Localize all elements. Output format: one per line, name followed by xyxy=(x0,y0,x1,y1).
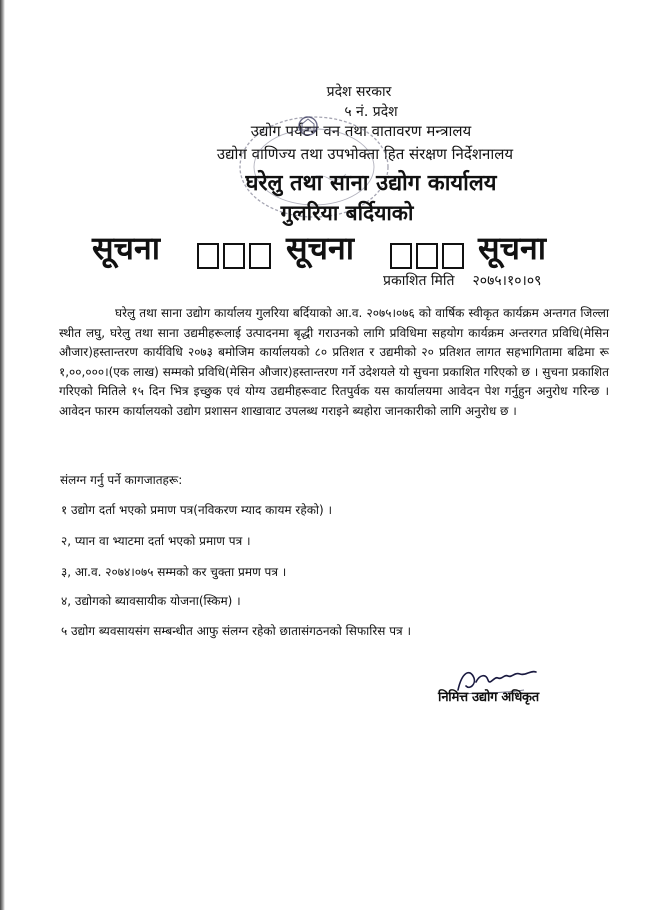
banner-squares-1 xyxy=(195,236,273,274)
notice-body-text: घरेलु तथा साना उद्योग कार्यालय गुलरिया बर्दियाको आ.व. २०७५।०७६ को वार्षिक स्वीकृत कार्यक्रम अन्तगत जिल्ला स्थीत लघु, घरेलु तथा साना उद्यमीहरूलाई उत्पादनमा बृद्धी गराउनको लागि प्रविधिमा सहयोग कार्यक्रम अन्तरगत प्रविधि(मेसिन औजार)हस्तान्तरण कार्यविधि २०७३ बमोजिम कार्यालयको ८० प्रतिशत र उद्यमीको २० प्रतिशत लागत सहभागितामा बढिमा रू १,००,०००।(एक लाख) सम्मको प्रविधि(मेसिन औजार)हस्तान्तरण गर्ने उदेशयले यो सुचना प्रकाशित गरिएको छ । सुचना प्रकाशित गरिएको मितिले १५ दिन भित्र इच्छुक एवं योग्य उद्यमीहरूवाट रितपुर्वक यस कार्यालयमा आवेदन पेश गर्नुहुन अनुरोध गरिन्छ । आवेदन फारम कार्यालयको उद्योग प्रशासन शाखावाट उपलब्ध गराइने ब्यहोरा जानकारीको लागि अनुरोध छ । xyxy=(59,306,609,418)
published-date-label: प्रकाशित मिति xyxy=(383,273,455,289)
banner-word-3: सूचना xyxy=(478,229,547,267)
scan-edge xyxy=(0,0,5,910)
seal-emblem-icon xyxy=(299,117,317,135)
notice-banner xyxy=(92,226,562,272)
signatory-title: निमित्त उद्योग अधिकृत xyxy=(438,690,539,705)
notice-body-paragraph xyxy=(59,304,609,421)
header-line-province-number: ५ नं. प्रदेश xyxy=(344,104,398,120)
header-line-province-government: प्रदेश सरकार xyxy=(326,84,392,100)
office-location: गुलरिया बर्दियाको xyxy=(280,201,414,225)
published-date-value: २०७५।१०।०९ xyxy=(472,273,542,289)
attachment-item: ३, आ.व. २०७४।०७५ सम्मको कर चुक्ता प्रमण पत्र । xyxy=(61,565,287,579)
banner-squares-2 xyxy=(388,236,466,274)
banner-word-2: सूचना xyxy=(286,229,355,267)
header-line-directorate: उद्योग वाणिज्य तथा उपभोक्ता हित संरक्षण निर्देशनालय xyxy=(216,145,514,163)
banner-word-1: सूचना xyxy=(92,229,161,267)
published-date-row xyxy=(383,271,541,290)
office-title: घरेलु तथा साना उद्योग कार्यालय xyxy=(245,171,497,196)
attachment-item: २, प्यान वा भ्याटमा दर्ता भएको प्रमाण पत्र । xyxy=(61,534,251,548)
attachment-item: ५ उद्योग ब्यवसायसंग सम्बन्धीत आफु संलग्न रहेको छातासंगठनको सिफारिस पत्र । xyxy=(61,624,411,638)
attachment-item: ४, उद्योगको ब्यावसायीक योजना(स्किम) । xyxy=(61,594,241,608)
attachments-title: संलग्न गर्नु पर्ने कागजातहरू: xyxy=(60,473,183,487)
header-line-ministry: उद्योग पर्यटन वन तथा वातावरण मन्त्रालय xyxy=(250,122,472,140)
attachment-item: १ उद्योग दर्ता भएको प्रमाण पत्र(नविकरण म्याद कायम रहेको) । xyxy=(61,503,333,517)
